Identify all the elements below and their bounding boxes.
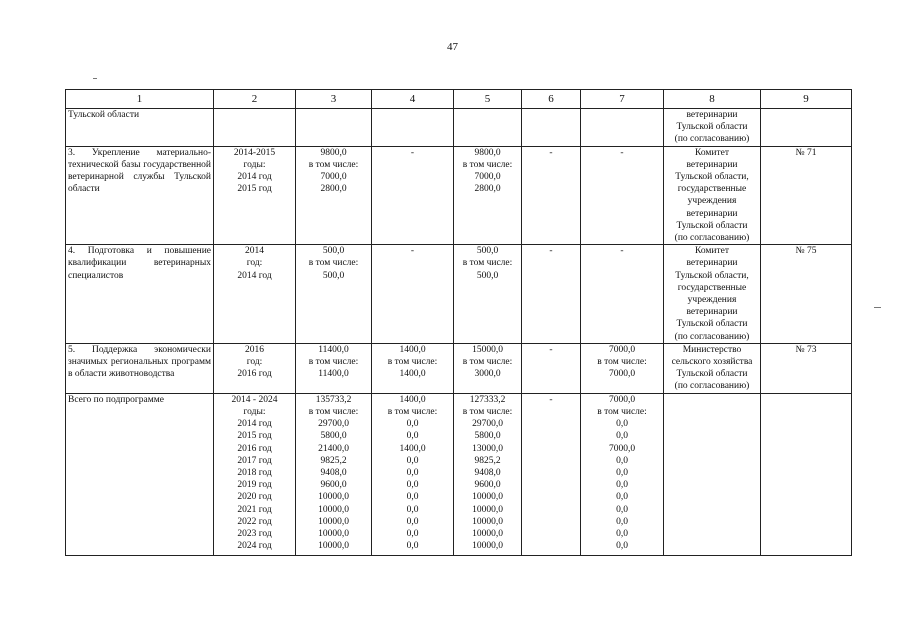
reference-cell: № 73 [761, 343, 852, 393]
scan-speck [93, 78, 97, 79]
municipal-budget-cell: - [522, 146, 581, 245]
period-cell [214, 109, 296, 147]
regional-budget-cell: 15000,0 в том числе: 3000,0 [454, 343, 522, 393]
subprogram-table [65, 89, 852, 556]
period-cell: 2014 - 2024 годы: 2014 год 2015 год 2016 год 2017 год 2018 год 2019 год 2020 год 2021 год 2022 год 2023 год 2024 год [214, 393, 296, 555]
reference-cell: № 75 [761, 245, 852, 344]
measure-name-cell: Тульской области [66, 109, 214, 147]
total-cell: 9800,0 в том числе: 7000,0 2800,0 [296, 146, 372, 245]
municipal-budget-cell: - [522, 393, 581, 555]
executor-cell [664, 393, 761, 555]
extrabudget-cell [581, 109, 664, 147]
table-row [66, 245, 852, 344]
measure-name-cell: 3. Укрепление материально-технической базы государственной ветеринарной службы Тульской области [66, 146, 214, 245]
period-cell: 2014-2015 годы: 2014 год 2015 год [214, 146, 296, 245]
measure-name-cell: 4. Подготовка и повышение квалификации ветеринарных специалистов [66, 245, 214, 344]
total-cell: 135733,2 в том числе: 29700,0 5800,0 21400,0 9825,2 9408,0 9600,0 10000,0 10000,0 10000,0 10000,0 10000,0 [296, 393, 372, 555]
regional-budget-cell: 127333,2 в том числе: 29700,0 5800,0 13000,0 9825,2 9408,0 9600,0 10000,0 10000,0 10000,0 10000,0 10000,0 [454, 393, 522, 555]
header-cell: 3 [296, 90, 372, 109]
executor-cell: Комитет ветеринарии Тульской области, государственные учреждения ветеринарии Тульской области (по согласованию) [664, 146, 761, 245]
period-cell: 2016 год: 2016 год [214, 343, 296, 393]
total-cell [296, 109, 372, 147]
regional-budget-cell [454, 109, 522, 147]
federal-budget-cell: - [372, 245, 454, 344]
header-cell: 9 [761, 90, 852, 109]
federal-budget-cell: 1400,0 в том числе: 1400,0 [372, 343, 454, 393]
page-number: 47 [447, 41, 458, 53]
table-header-row [66, 90, 852, 109]
header-cell: 4 [372, 90, 454, 109]
municipal-budget-cell: - [522, 245, 581, 344]
municipal-budget-cell [522, 109, 581, 147]
municipal-budget-cell: - [522, 343, 581, 393]
executor-cell: Министерство сельского хозяйства Тульской области (по согласованию) [664, 343, 761, 393]
table-row [66, 109, 852, 147]
extrabudget-cell: 7000,0 в том числе: 0,0 0,0 7000,0 0,0 0,0 0,0 0,0 0,0 0,0 0,0 0,0 [581, 393, 664, 555]
executor-cell: ветеринарии Тульской области (по согласованию) [664, 109, 761, 147]
federal-budget-cell: 1400,0 в том числе: 0,0 0,0 1400,0 0,0 0,0 0,0 0,0 0,0 0,0 0,0 0,0 [372, 393, 454, 555]
scan-speck [874, 307, 881, 308]
table-row-total [66, 393, 852, 555]
total-cell: 11400,0 в том числе: 11400,0 [296, 343, 372, 393]
header-cell: 5 [454, 90, 522, 109]
header-cell: 7 [581, 90, 664, 109]
header-cell: 1 [66, 90, 214, 109]
measure-name-cell: 5. Поддержка экономически значимых региональных программ в области животноводства [66, 343, 214, 393]
federal-budget-cell: - [372, 146, 454, 245]
period-cell: 2014 год: 2014 год [214, 245, 296, 344]
federal-budget-cell [372, 109, 454, 147]
reference-cell: № 71 [761, 146, 852, 245]
reference-cell [761, 109, 852, 147]
regional-budget-cell: 9800,0 в том числе: 7000,0 2800,0 [454, 146, 522, 245]
extrabudget-cell: 7000,0 в том числе: 7000,0 [581, 343, 664, 393]
header-cell: 2 [214, 90, 296, 109]
total-cell: 500,0 в том числе: 500,0 [296, 245, 372, 344]
header-cell: 6 [522, 90, 581, 109]
reference-cell [761, 393, 852, 555]
measure-name-cell: Всего по подпрограмме [66, 393, 214, 555]
table-row [66, 343, 852, 393]
extrabudget-cell: - [581, 245, 664, 344]
extrabudget-cell: - [581, 146, 664, 245]
regional-budget-cell: 500,0 в том числе: 500,0 [454, 245, 522, 344]
table-row [66, 146, 852, 245]
executor-cell: Комитет ветеринарии Тульской области, государственные учреждения ветеринарии Тульской области (по согласованию) [664, 245, 761, 344]
header-cell: 8 [664, 90, 761, 109]
